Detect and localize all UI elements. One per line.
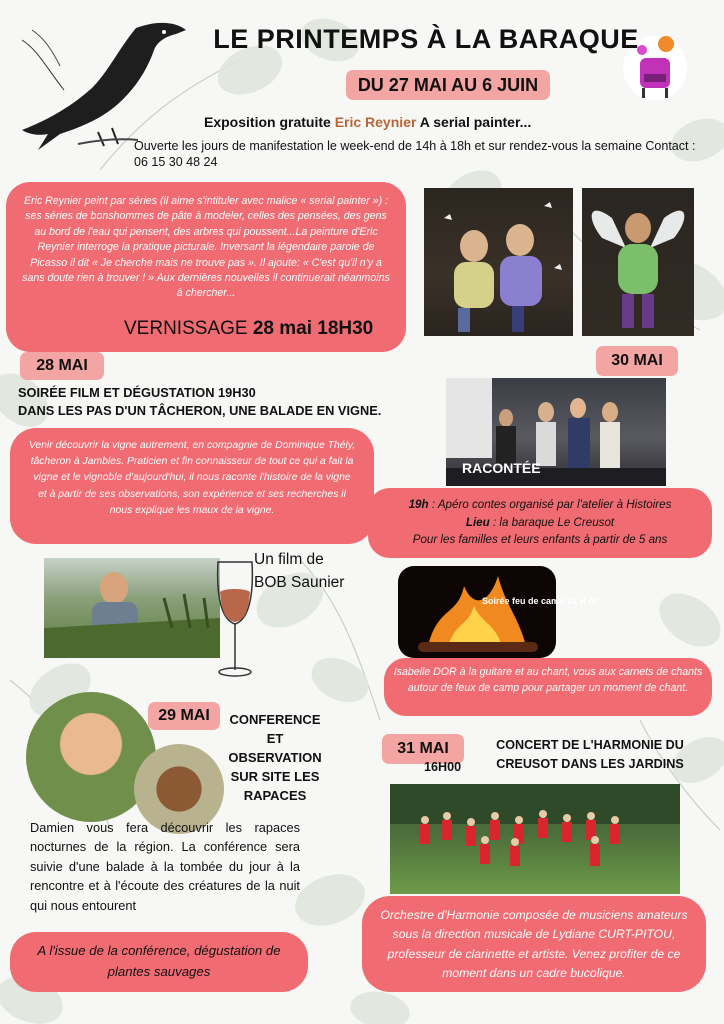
time-label: 19h bbox=[408, 498, 429, 511]
date-badge-31-may: 31 MAI bbox=[382, 734, 464, 764]
wine-glass-illustration bbox=[212, 558, 258, 680]
vernissage-date: 28 mai 18H30 bbox=[252, 318, 374, 339]
storytelling-audience: Pour les familles et leurs enfants à partir de 5 ans bbox=[412, 533, 668, 547]
date-badge-29-may: 29 MAI bbox=[148, 702, 220, 730]
opening-hours-text: Ouverte les jours de manifestation le week-end de 14h à 18h et sur rendez-vous la semaine Contact : 06 15 30 48 24 bbox=[134, 139, 696, 169]
painting-two-figures bbox=[424, 188, 573, 336]
date-badge-28-may: 28 MAI bbox=[20, 352, 104, 380]
vineyard-photo bbox=[44, 558, 220, 658]
film-credit-line1: Un film de bbox=[254, 551, 324, 568]
film-evening-title bbox=[18, 384, 381, 420]
exhibition-headline bbox=[204, 114, 531, 130]
storytelling-label: RACONTÉE bbox=[462, 460, 541, 476]
concert-title: CONCERT DE L'HARMONIE DU CREUSOT DANS LES JARDINS bbox=[496, 738, 684, 771]
vineyard-description: Venir découvrir la vigne autrement, en compagnie de Dominique Thély, tâcheron à Jambles. Praticien et fin connaisseur de tout ce qui a fait la vigne et le vignoble d'aujourd'hui, il nous raconte l'histoire de la vigne et à partir de ses observations, son expérience et ses recherches il nous explique les maux de la vigne. bbox=[28, 440, 356, 516]
painting-winged-figure bbox=[582, 188, 694, 336]
orchestra-description: Orchestre d'Harmonie composée de musiciens amateurs sous la direction musicale de Lydiane CURT-PITOU, professeur de clarinette et artiste. Venez profiter de ce moment dans un cadre bucolique. bbox=[380, 908, 688, 981]
orchestra-description-box bbox=[362, 896, 706, 992]
artist-name: Eric Reynier bbox=[334, 114, 417, 130]
place-label: Lieu bbox=[465, 515, 490, 529]
vernissage-line bbox=[124, 318, 373, 340]
film-evening-title-line1: SOIRÉE FILM ET DÉGUSTATION 19H30 bbox=[18, 385, 256, 400]
storytelling-info-box bbox=[368, 488, 712, 558]
place-text: : la baraque Le Creusot bbox=[489, 515, 615, 529]
vineyard-description-box bbox=[10, 428, 374, 544]
time-text: : Apéro contes organisé par l'atelier à Histoires bbox=[428, 498, 672, 511]
storytelling-place-line bbox=[374, 514, 706, 532]
conference-title: CONFERENCE ET OBSERVATION SUR SITE LES RAPACES bbox=[228, 712, 322, 803]
campfire-photo bbox=[398, 566, 556, 658]
tasting-text: A l'issue de la conférence, dégustation de plantes sauvages bbox=[37, 943, 281, 979]
campfire-label: Soirée feu de camp 21 H 00 bbox=[482, 596, 599, 606]
vernissage-label: VERNISSAGE bbox=[124, 318, 248, 339]
film-evening-title-line2: DANS LES PAS D'UN TÂCHERON, UNE BALADE EN VIGNE. bbox=[18, 403, 382, 418]
expo-suffix: A serial painter... bbox=[419, 114, 532, 130]
storytelling-time-line bbox=[374, 496, 706, 514]
conference-description: Damien vous fera découvrir les rapaces nocturnes de la région. La conférence sera suivie d'une balade à la tombée du jour à la rencontre et à l'écoute des créatures de la nuit qui nous entourent bbox=[30, 820, 300, 913]
tasting-box bbox=[10, 932, 308, 992]
concert-time: 16H00 bbox=[424, 760, 462, 774]
date-badge-30-may: 30 MAI bbox=[596, 346, 678, 376]
exhibition-description: Eric Reynier peint par séries (il aime s'intituler avec malice « serial painter ») : ses séries de bonshommes de pâte à modeler, celles des pensées, des gens au bord de l'eau qui pensent, des arbres qui poussent...La peinture d'Eric Reynier interroge la pratique picturale. Inversant la légendaire parole de Picasso il dit « Je cherche mais ne trouve pas ». Il ajoute: « C'est qu'il n'y a sans doute rien à trouver ! » Aux dernières nouvelles il continuerait néanmoins à chercher... bbox=[22, 195, 390, 300]
film-credit-director: BOB Saunier bbox=[254, 574, 345, 591]
blackbird-illustration bbox=[8, 10, 198, 158]
orchestra-photo bbox=[390, 784, 680, 894]
film-credit bbox=[254, 548, 344, 594]
event-dates-badge: DU 27 MAI AU 6 JUIN bbox=[346, 70, 550, 100]
campfire-description: Isabelle DOR à la guitare et au chant, vous aux carnets de chants autour de feux de camp pour partager un moment de chant. bbox=[393, 666, 703, 695]
page-title: LE PRINTEMPS À LA BARAQUE bbox=[213, 24, 639, 54]
campfire-description-box bbox=[384, 658, 712, 716]
expo-prefix: Exposition gratuite bbox=[204, 114, 331, 130]
